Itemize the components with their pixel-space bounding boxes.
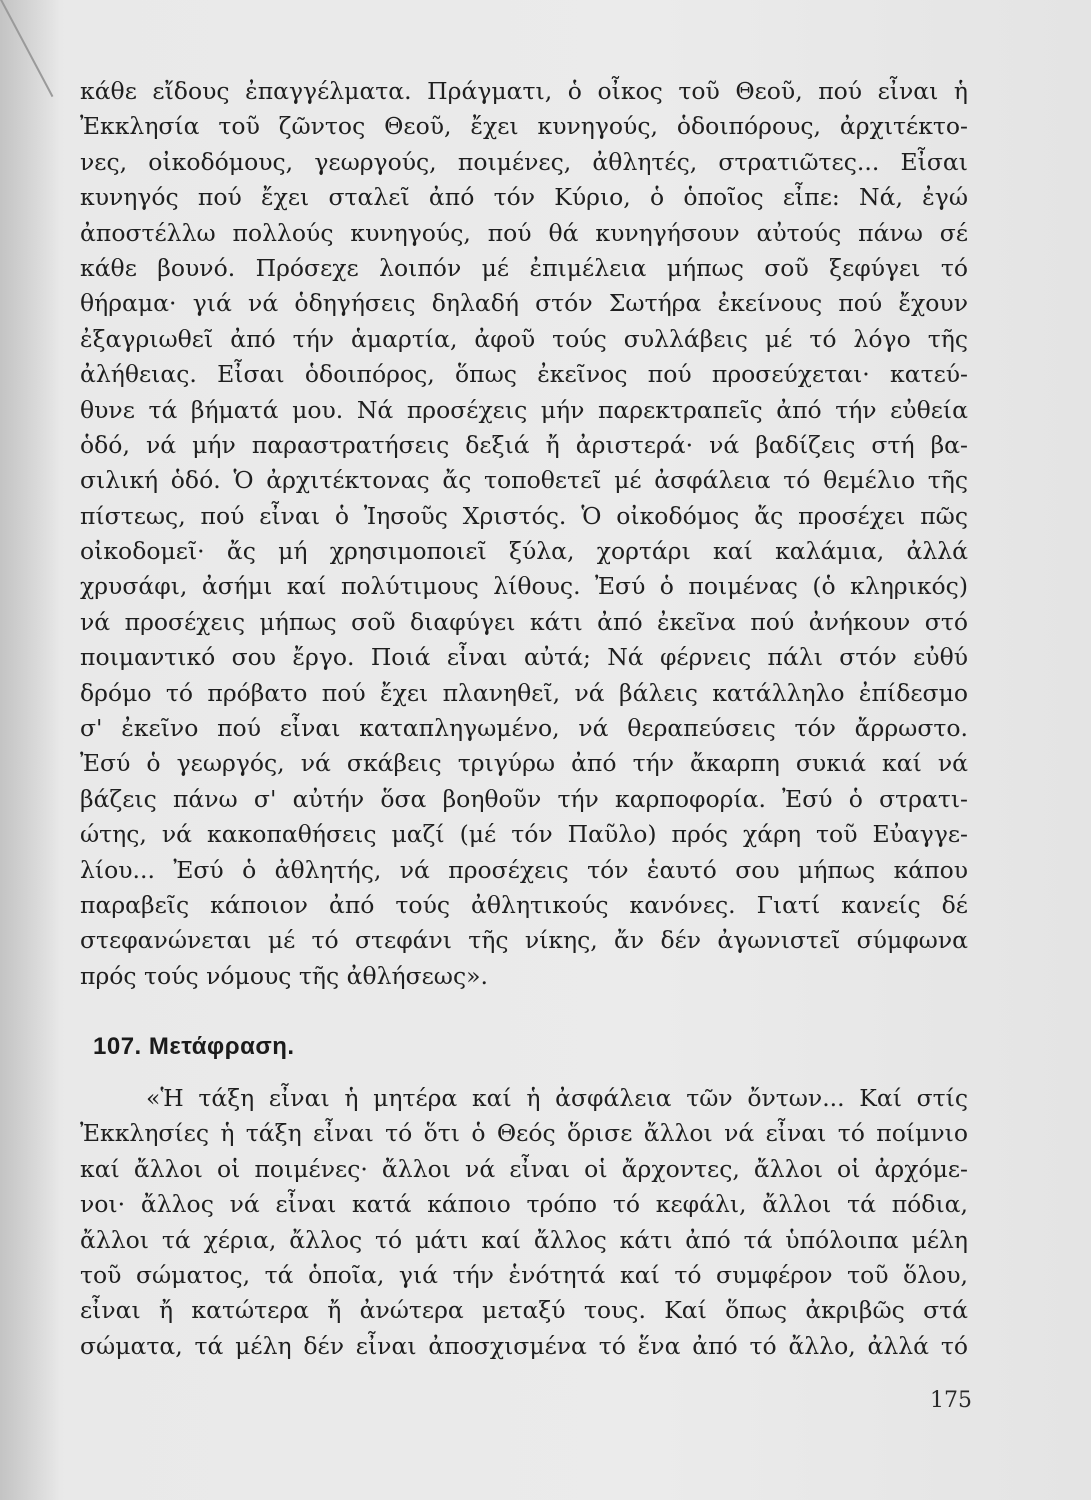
text-line: νες, οἰκοδόμους, γεωργούς, ποιμένες, ἀθλητές, στρατιῶτες... Εἶσαι [80,147,968,176]
section-heading: 107. Μετάφραση. [93,1033,295,1060]
continued-paragraph [80,74,968,994]
text-line: καί ἄλλοι οἱ ποιμένες· ἄλλοι νά εἶναι οἱ ἄρχοντες, ἄλλοι οἱ ἀρχόμε- [80,1154,968,1183]
text-line: σ' ἐκεῖνο πού εἶναι καταπληγωμένο, νά θεραπεύσεις τόν ἄρρωστο. [80,714,968,743]
text-line: σιλική ὁδό. Ὁ ἀρχιτέκτονας ἄς τοποθετεῖ μέ ἀσφάλεια τό θεμέλιο τῆς [80,466,968,495]
text-line: ἀποστέλλω πολλούς κυνηγούς, πού θά κυνηγήσουν αὐτούς πάνω σέ [80,218,968,247]
text-line: Ἐκκλησία τοῦ ζῶντος Θεοῦ, ἔχει κυνηγούς, ὁδοιπόρους, ἀρχιτέκτο- [80,112,968,141]
text-line: σώματα, τά μέλη δέν εἶναι ἀποσχισμένα τό ἕνα ἀπό τό ἄλλο, ἀλλά τό [80,1331,968,1360]
text-line: ἐξαγριωθεῖ ἀπό τήν ἁμαρτία, ἀφοῦ τούς συλλάβεις μέ τό λόγο τῆς [80,324,968,353]
page-number: 175 [930,1388,972,1413]
text-line: ὁδό, νά μήν παραστρατήσεις δεξιά ἤ ἀριστερά· νά βαδίζεις στή βα- [80,430,968,459]
text-line: χρυσάφι, ἀσήμι καί πολύτιμους λίθους. Ἐσύ ὁ ποιμένας (ὁ κληρικός) [80,572,968,601]
text-line: πίστεως, πού εἶναι ὁ Ἰησοῦς Χριστός. Ὁ οἰκοδόμος ἄς προσέχει πῶς [80,501,968,530]
text-line: κάθε βουνό. Πρόσεχε λοιπόν μέ ἐπιμέλεια μήπως σοῦ ξεφύγει τό [80,253,968,282]
text-line: νοι· ἄλλος νά εἶναι κατά κάποιο τρόπο τό κεφάλι, ἄλλοι τά πόδια, [80,1190,968,1219]
text-line: κάθε εἴδους ἐπαγγέλματα. Πράγματι, ὁ οἶκος τοῦ Θεοῦ, πού εἶναι ἡ [80,77,968,105]
text-line: εἶναι ἤ κατώτερα ἤ ἀνώτερα μεταξύ τους. Καί ὅπως ἀκριβῶς στά [80,1296,968,1325]
text-line: κυνηγός πού ἔχει σταλεῖ ἀπό τόν Κύριο, ὁ ὁποῖος εἶπε: Νά, ἐγώ [80,183,968,212]
page-edge-shadow [0,0,60,1500]
text-line: στεφανώνεται μέ τό στεφάνι τῆς νίκης, ἄν δέν ἀγωνιστεῖ σύμφωνα [80,926,968,955]
text-line: ποιμαντικό σου ἔργο. Ποιά εἶναι αὐτά; Νά φέρνεις πάλι στόν εὐθύ [80,643,968,672]
text-line: ώτης, νά κακοπαθήσεις μαζί (μέ τόν Παῦλο) πρός χάρη τοῦ Εὐαγγε- [80,820,968,849]
text-line: ἄλλοι τά χέρια, ἄλλος τό μάτι καί ἄλλος κάτι ἀπό τά ὑπόλοιπα μέλη [80,1225,968,1254]
text-line: οἰκοδομεῖ· ἄς μή χρησιμοποιεῖ ξύλα, χορτάρι καί καλάμια, ἀλλά [80,537,968,566]
text-line: θήραμα· γιά νά ὁδηγήσεις δηλαδή στόν Σωτήρα ἐκείνους πού ἔχουν [80,289,968,318]
text-line: «Ἡ τάξη εἶναι ἡ μητέρα καί ἡ ἀσφάλεια τῶν ὄντων... Καί στίς [146,1084,968,1112]
text-line: παραβεῖς κάποιον ἀπό τούς ἀθλητικούς κανόνες. Γιατί κανείς δέ [80,890,968,919]
text-line: ἀλήθειας. Εἶσαι ὁδοιπόρος, ὅπως ἐκεῖνος πού προσεύχεται· κατεύ- [80,360,968,389]
text-line: Ἐκκλησίες ἡ τάξη εἶναι τό ὅτι ὁ Θεός ὅρισε ἄλλοι νά εἶναι τό ποίμνιο [80,1119,968,1148]
text-line: δρόμο τό πρόβατο πού ἔχει πλανηθεῖ, νά βάλεις κατάλληλο ἐπίδεσμο [80,678,968,707]
text-line: νά προσέχεις μήπως σοῦ διαφύγει κάτι ἀπό ἐκεῖνα πού ἀνήκουν στό [80,607,968,636]
text-line: πρός τούς νόμους τῆς ἀθλήσεως». [80,961,488,990]
text-line: τοῦ σώματος, τά ὁποῖα, γιά τήν ἑνότητά καί τό συμφέρον τοῦ ὅλου, [80,1260,968,1289]
text-line: Ἐσύ ὁ γεωργός, νά σκάβεις τριγύρω ἀπό τήν ἄκαρπη συκιά καί νά [80,749,968,778]
text-line: λίου... Ἐσύ ὁ ἀθλητής, νά προσέχεις τόν ἑαυτό σου μήπως κάπου [80,855,968,884]
new-paragraph [80,1081,968,1364]
text-line: θυνε τά βήματά μου. Νά προσέχεις μήν παρεκτραπεῖς ἀπό τήν εὐθεία [80,395,968,424]
text-line: βάζεις πάνω σ' αὐτήν ὅσα βοηθοῦν τήν καρποφορία. Ἐσύ ὁ στρατι- [80,784,968,813]
